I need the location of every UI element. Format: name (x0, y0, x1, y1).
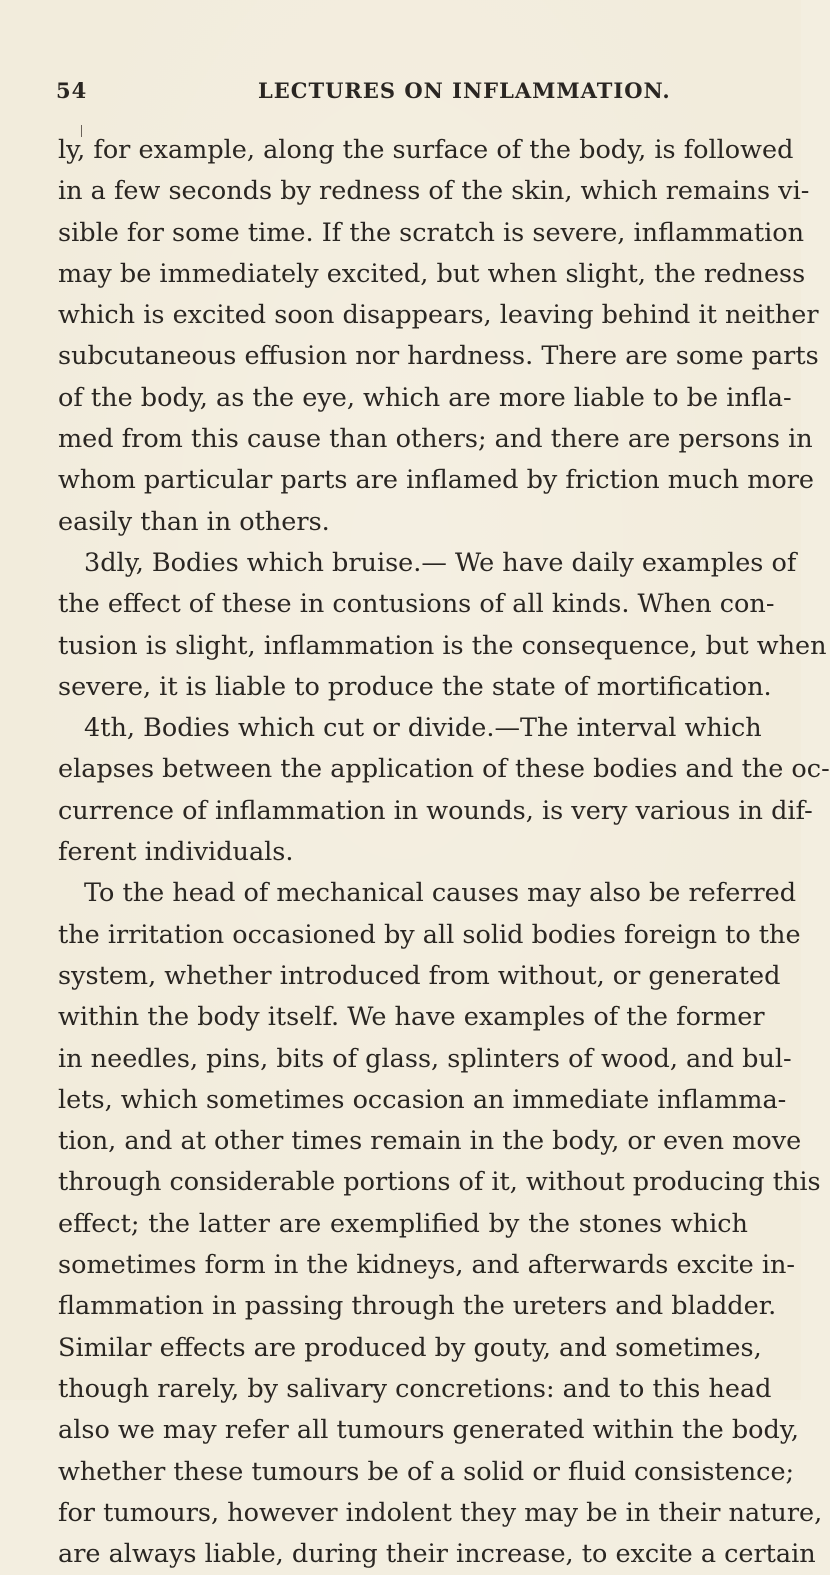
text-line: lets, which sometimes occasion an immediate inflamma- (58, 1084, 787, 1115)
text-line: system, whether introduced from without, or generated (58, 960, 781, 991)
text-line: severe, it is liable to produce the state of mortification. (58, 671, 772, 702)
text-line: flammation in passing through the ureters and bladder. (58, 1291, 777, 1322)
text-line: also we may refer all tumours generated within the body, (58, 1415, 799, 1446)
text-line: tion, and at other times remain in the body, or even move (58, 1126, 802, 1157)
page-header (0, 78, 801, 118)
text-line: ferent individuals. (58, 837, 294, 868)
text-line: ly, for example, along the surface of the body, is followed (58, 135, 794, 165)
text-line: currence of inflammation in wounds, is very various in dif- (58, 795, 813, 826)
text-line: med from this cause than others; and there are persons in (58, 424, 813, 455)
text-line: Similar effects are produced by gouty, and sometimes, (58, 1332, 762, 1363)
text-line: tusion is slight, inflammation is the consequence, but when (58, 630, 827, 661)
text-line: To the head of mechanical causes may also be referred (84, 878, 797, 909)
text-line: in a few seconds by redness of the skin, which remains vi- (58, 176, 810, 207)
text-line: sometimes form in the kidneys, and afterwards excite in- (58, 1250, 796, 1281)
text-line: for tumours, however indolent they may be in their nature, (58, 1497, 823, 1528)
text-line: the irritation occasioned by all solid bodies foreign to the (58, 919, 801, 950)
text-line: in needles, pins, bits of glass, splinters of wood, and bul- (58, 1043, 792, 1074)
text-line: 3dly, Bodies which bruise.— We have daily examples of (84, 547, 797, 578)
text-line: the effect of these in contusions of all kinds. When con- (58, 589, 775, 620)
text-line: may be immediately excited, but when slight, the redness (58, 258, 806, 289)
text-line: sible for some time. If the scratch is severe, inflammation (58, 217, 805, 248)
text-line: which is excited soon disappears, leaving behind it neither (58, 300, 819, 331)
text-line: within the body itself. We have examples of the former (58, 1002, 765, 1033)
text-line: effect; the latter are exemplified by the stones which (58, 1208, 748, 1239)
text-line: whether these tumours be of a solid or fluid consistence; (58, 1456, 795, 1487)
text-line: though rarely, by salivary concretions: and to this head (58, 1373, 772, 1404)
text-line: are always liable, during their increase, to excite a certain (58, 1539, 816, 1570)
running-title: LECTURES ON INFLAMMATION. (258, 78, 671, 103)
text-line: of the body, as the eye, which are more liable to be infla- (58, 382, 792, 413)
text-line: elapses between the application of these bodies and the oc- (58, 754, 830, 785)
text-line: through considerable portions of it, without producing this (58, 1167, 821, 1198)
text-line: whom particular parts are inflamed by friction much more (58, 465, 815, 496)
body-text (58, 130, 830, 1575)
text-line: subcutaneous effusion nor hardness. There are some parts (58, 341, 819, 372)
text-line: easily than in others. (58, 506, 330, 537)
text-line: 4th, Bodies which cut or divide.—The interval which (84, 713, 762, 744)
page-number: 54 (56, 78, 88, 103)
